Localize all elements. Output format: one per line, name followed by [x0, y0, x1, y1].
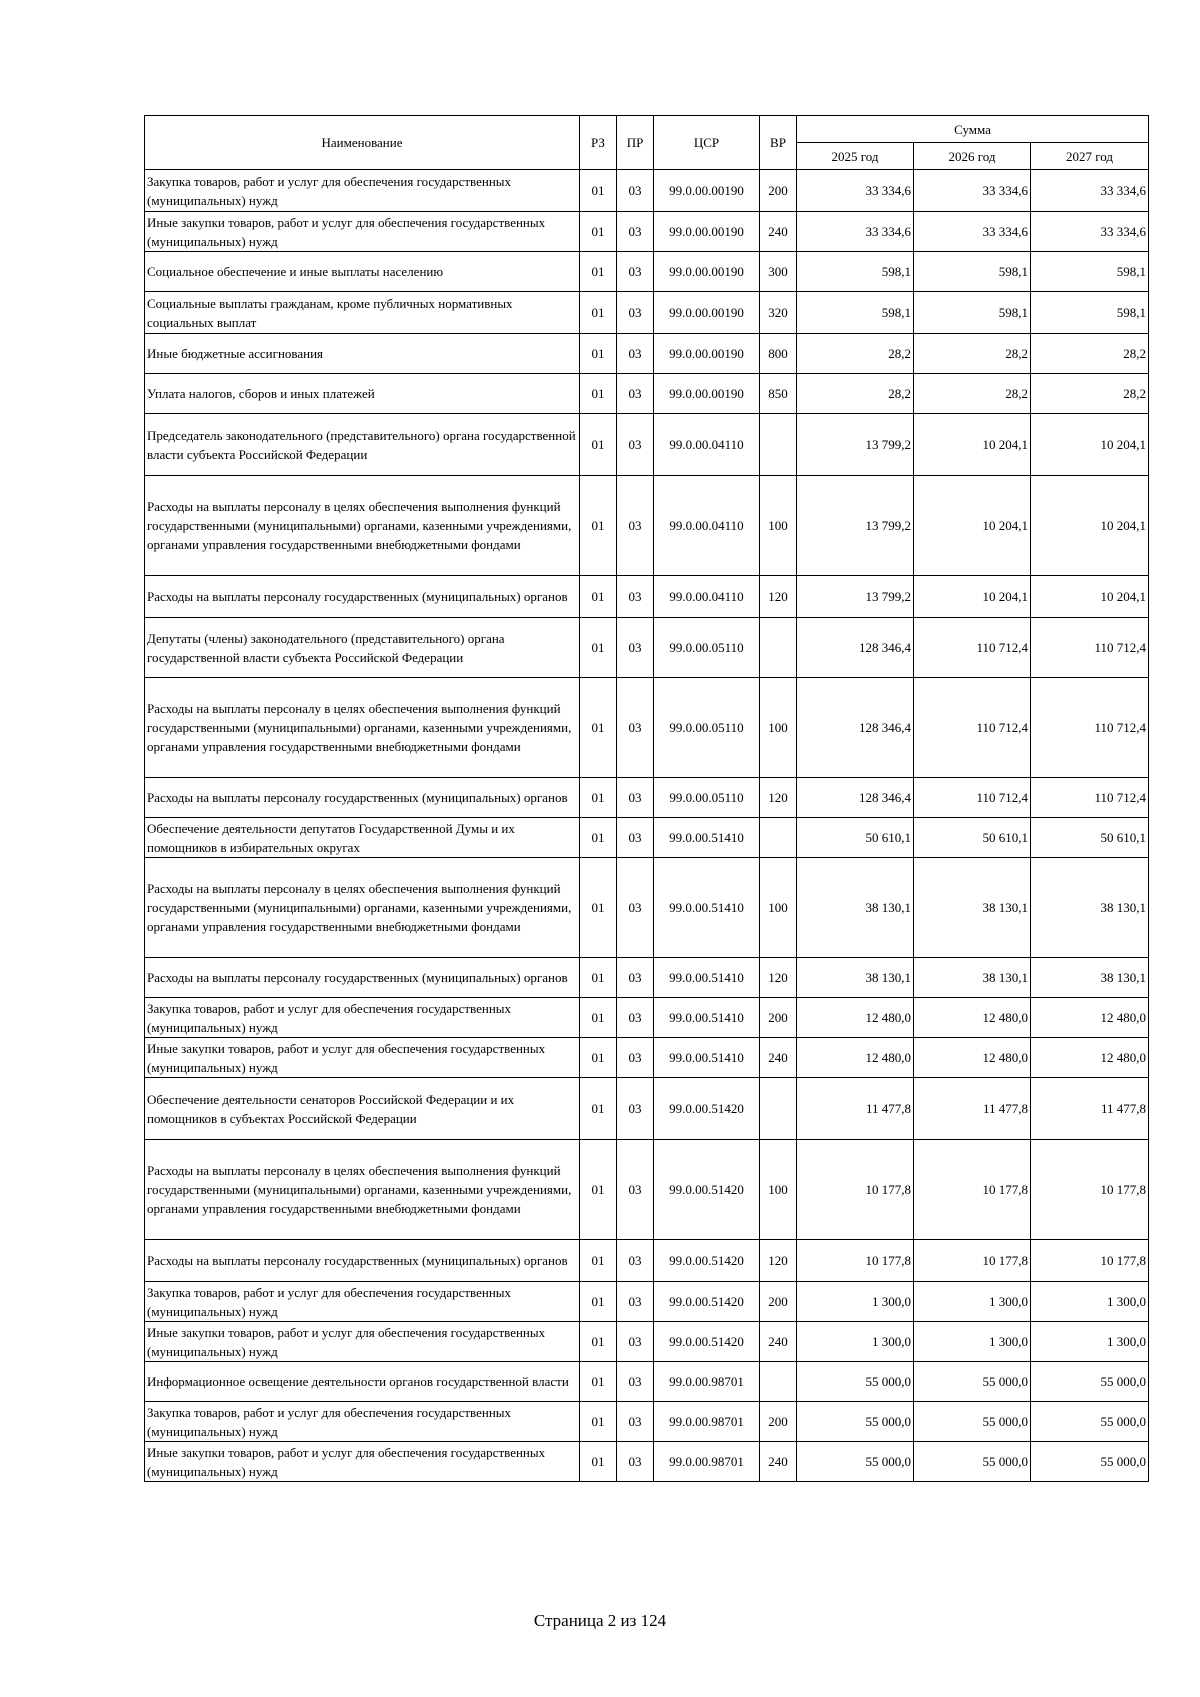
- cell-pr: 03: [617, 212, 654, 252]
- cell-sum-2027: 1 300,0: [1031, 1322, 1149, 1362]
- cell-csr: 99.0.00.51420: [654, 1240, 760, 1282]
- cell-sum-2025: 13 799,2: [797, 414, 914, 476]
- cell-vr: 100: [760, 1140, 797, 1240]
- cell-pr: 03: [617, 1362, 654, 1402]
- table-row: [145, 818, 1149, 858]
- cell-pr: 03: [617, 778, 654, 818]
- cell-sum-2027: 55 000,0: [1031, 1362, 1149, 1402]
- cell-sum-2027: 110 712,4: [1031, 778, 1149, 818]
- cell-sum-2026: 11 477,8: [914, 1078, 1031, 1140]
- cell-rz: 01: [580, 1038, 617, 1078]
- cell-name: Закупка товаров, работ и услуг для обеспечения государственных (муниципальных) нужд: [145, 998, 580, 1038]
- cell-name: Обеспечение деятельности сенаторов Российской Федерации и их помощников в субъектах Российской Федерации: [145, 1078, 580, 1140]
- cell-vr: 800: [760, 334, 797, 374]
- cell-vr: 240: [760, 1442, 797, 1482]
- cell-name: Расходы на выплаты персоналу государственных (муниципальных) органов: [145, 1240, 580, 1282]
- cell-sum-2027: 28,2: [1031, 374, 1149, 414]
- cell-rz: 01: [580, 1322, 617, 1362]
- table-row: [145, 476, 1149, 576]
- table-row: [145, 1322, 1149, 1362]
- cell-sum-2026: 110 712,4: [914, 618, 1031, 678]
- cell-sum-2026: 10 177,8: [914, 1140, 1031, 1240]
- cell-sum-2027: 50 610,1: [1031, 818, 1149, 858]
- cell-csr: 99.0.00.51420: [654, 1140, 760, 1240]
- cell-vr: [760, 414, 797, 476]
- cell-sum-2026: 12 480,0: [914, 998, 1031, 1038]
- cell-vr: 240: [760, 212, 797, 252]
- cell-sum-2026: 10 177,8: [914, 1240, 1031, 1282]
- cell-pr: 03: [617, 476, 654, 576]
- cell-sum-2027: 38 130,1: [1031, 958, 1149, 998]
- table-row: [145, 1240, 1149, 1282]
- cell-sum-2026: 110 712,4: [914, 778, 1031, 818]
- cell-rz: 01: [580, 252, 617, 292]
- cell-sum-2026: 10 204,1: [914, 576, 1031, 618]
- cell-csr: 99.0.00.51420: [654, 1282, 760, 1322]
- cell-sum-2027: 38 130,1: [1031, 858, 1149, 958]
- table-row: [145, 858, 1149, 958]
- table-row: [145, 212, 1149, 252]
- cell-rz: 01: [580, 374, 617, 414]
- cell-rz: 01: [580, 678, 617, 778]
- cell-csr: 99.0.00.98701: [654, 1402, 760, 1442]
- cell-vr: 200: [760, 170, 797, 212]
- cell-pr: 03: [617, 1038, 654, 1078]
- cell-sum-2025: 128 346,4: [797, 678, 914, 778]
- cell-sum-2025: 598,1: [797, 252, 914, 292]
- cell-sum-2025: 13 799,2: [797, 476, 914, 576]
- cell-csr: 99.0.00.98701: [654, 1442, 760, 1482]
- cell-vr: 120: [760, 1240, 797, 1282]
- cell-csr: 99.0.00.00190: [654, 212, 760, 252]
- cell-sum-2027: 28,2: [1031, 334, 1149, 374]
- cell-sum-2025: 38 130,1: [797, 958, 914, 998]
- cell-sum-2025: 55 000,0: [797, 1402, 914, 1442]
- table-row: [145, 778, 1149, 818]
- table-row: [145, 998, 1149, 1038]
- cell-vr: [760, 818, 797, 858]
- table-body: [145, 170, 1149, 1482]
- cell-sum-2025: 33 334,6: [797, 212, 914, 252]
- table-row: [145, 1078, 1149, 1140]
- cell-sum-2027: 11 477,8: [1031, 1078, 1149, 1140]
- cell-vr: 100: [760, 858, 797, 958]
- cell-name: Закупка товаров, работ и услуг для обеспечения государственных (муниципальных) нужд: [145, 1282, 580, 1322]
- cell-pr: 03: [617, 252, 654, 292]
- cell-pr: 03: [617, 1140, 654, 1240]
- cell-vr: 100: [760, 678, 797, 778]
- cell-vr: 850: [760, 374, 797, 414]
- cell-sum-2025: 28,2: [797, 374, 914, 414]
- cell-sum-2025: 28,2: [797, 334, 914, 374]
- cell-sum-2025: 10 177,8: [797, 1140, 914, 1240]
- cell-pr: 03: [617, 1322, 654, 1362]
- cell-csr: 99.0.00.51410: [654, 998, 760, 1038]
- table-row: [145, 334, 1149, 374]
- cell-csr: 99.0.00.51410: [654, 1038, 760, 1078]
- cell-sum-2025: 1 300,0: [797, 1282, 914, 1322]
- cell-pr: 03: [617, 414, 654, 476]
- cell-sum-2027: 12 480,0: [1031, 1038, 1149, 1078]
- cell-rz: 01: [580, 576, 617, 618]
- cell-pr: 03: [617, 334, 654, 374]
- table-row: [145, 576, 1149, 618]
- cell-vr: 300: [760, 252, 797, 292]
- cell-csr: 99.0.00.00190: [654, 170, 760, 212]
- cell-sum-2026: 28,2: [914, 374, 1031, 414]
- cell-sum-2025: 13 799,2: [797, 576, 914, 618]
- cell-rz: 01: [580, 1442, 617, 1482]
- cell-sum-2026: 55 000,0: [914, 1362, 1031, 1402]
- cell-rz: 01: [580, 476, 617, 576]
- cell-pr: 03: [617, 818, 654, 858]
- cell-rz: 01: [580, 292, 617, 334]
- cell-sum-2027: 10 177,8: [1031, 1140, 1149, 1240]
- cell-rz: 01: [580, 212, 617, 252]
- table-row: [145, 414, 1149, 476]
- header-vr: ВР: [760, 116, 797, 170]
- cell-name: Расходы на выплаты персоналу в целях обеспечения выполнения функций государственными (муниципальными) органами, казенными учреждениями, органами управления государственными внебюджетными фондами: [145, 1140, 580, 1240]
- cell-vr: 120: [760, 778, 797, 818]
- cell-pr: 03: [617, 1402, 654, 1442]
- cell-pr: 03: [617, 576, 654, 618]
- cell-name: Информационное освещение деятельности органов государственной власти: [145, 1362, 580, 1402]
- header-csr: ЦСР: [654, 116, 760, 170]
- cell-rz: 01: [580, 998, 617, 1038]
- cell-sum-2026: 12 480,0: [914, 1038, 1031, 1078]
- cell-csr: 99.0.00.04110: [654, 476, 760, 576]
- cell-name: Расходы на выплаты персоналу в целях обеспечения выполнения функций государственными (муниципальными) органами, казенными учреждениями, органами управления государственными внебюджетными фондами: [145, 858, 580, 958]
- cell-csr: 99.0.00.04110: [654, 576, 760, 618]
- cell-csr: 99.0.00.51410: [654, 818, 760, 858]
- cell-rz: 01: [580, 170, 617, 212]
- cell-name: Иные бюджетные ассигнования: [145, 334, 580, 374]
- page-number: Страница 2 из 124: [533, 1611, 667, 1630]
- cell-sum-2026: 1 300,0: [914, 1282, 1031, 1322]
- cell-csr: 99.0.00.05110: [654, 618, 760, 678]
- cell-rz: 01: [580, 1240, 617, 1282]
- cell-pr: 03: [617, 998, 654, 1038]
- cell-vr: 200: [760, 1402, 797, 1442]
- cell-vr: 120: [760, 576, 797, 618]
- cell-rz: 01: [580, 858, 617, 958]
- cell-sum-2025: 38 130,1: [797, 858, 914, 958]
- cell-name: Расходы на выплаты персоналу в целях обеспечения выполнения функций государственными (муниципальными) органами, казенными учреждениями, органами управления государственными внебюджетными фондами: [145, 476, 580, 576]
- cell-name: Расходы на выплаты персоналу государственных (муниципальных) органов: [145, 576, 580, 618]
- cell-csr: 99.0.00.00190: [654, 292, 760, 334]
- table-row: [145, 958, 1149, 998]
- cell-name: Социальные выплаты гражданам, кроме публичных нормативных социальных выплат: [145, 292, 580, 334]
- cell-name: Расходы на выплаты персоналу государственных (муниципальных) органов: [145, 778, 580, 818]
- header-name: Наименование: [145, 116, 580, 170]
- cell-name: Расходы на выплаты персоналу в целях обеспечения выполнения функций государственными (муниципальными) органами, казенными учреждениями, органами управления государственными внебюджетными фондами: [145, 678, 580, 778]
- table-row: [145, 374, 1149, 414]
- cell-sum-2026: 33 334,6: [914, 212, 1031, 252]
- cell-sum-2026: 55 000,0: [914, 1402, 1031, 1442]
- cell-sum-2027: 55 000,0: [1031, 1442, 1149, 1482]
- cell-sum-2026: 598,1: [914, 292, 1031, 334]
- cell-rz: 01: [580, 1078, 617, 1140]
- cell-vr: [760, 1362, 797, 1402]
- cell-pr: 03: [617, 170, 654, 212]
- cell-pr: 03: [617, 374, 654, 414]
- cell-csr: 99.0.00.00190: [654, 252, 760, 292]
- cell-pr: 03: [617, 858, 654, 958]
- cell-csr: 99.0.00.51420: [654, 1322, 760, 1362]
- cell-sum-2026: 50 610,1: [914, 818, 1031, 858]
- cell-sum-2027: 110 712,4: [1031, 618, 1149, 678]
- cell-csr: 99.0.00.04110: [654, 414, 760, 476]
- header-pr: ПР: [617, 116, 654, 170]
- cell-rz: 01: [580, 958, 617, 998]
- cell-name: Расходы на выплаты персоналу государственных (муниципальных) органов: [145, 958, 580, 998]
- cell-rz: 01: [580, 1362, 617, 1402]
- table-header: [145, 116, 1149, 170]
- cell-csr: 99.0.00.51410: [654, 858, 760, 958]
- cell-pr: 03: [617, 292, 654, 334]
- cell-sum-2026: 110 712,4: [914, 678, 1031, 778]
- cell-csr: 99.0.00.05110: [654, 778, 760, 818]
- cell-sum-2027: 598,1: [1031, 252, 1149, 292]
- cell-sum-2026: 38 130,1: [914, 858, 1031, 958]
- cell-sum-2027: 10 204,1: [1031, 476, 1149, 576]
- table-row: [145, 1038, 1149, 1078]
- cell-sum-2027: 110 712,4: [1031, 678, 1149, 778]
- table-row: [145, 1282, 1149, 1322]
- table-row: [145, 1442, 1149, 1482]
- cell-vr: [760, 1078, 797, 1140]
- cell-sum-2026: 1 300,0: [914, 1322, 1031, 1362]
- cell-name: Иные закупки товаров, работ и услуг для обеспечения государственных (муниципальных) нужд: [145, 212, 580, 252]
- header-year-2025: 2025 год: [797, 143, 914, 170]
- budget-table: [144, 115, 1149, 1482]
- cell-csr: 99.0.00.00190: [654, 334, 760, 374]
- cell-sum-2027: 1 300,0: [1031, 1282, 1149, 1322]
- cell-rz: 01: [580, 1402, 617, 1442]
- table-row: [145, 1402, 1149, 1442]
- cell-sum-2026: 10 204,1: [914, 476, 1031, 576]
- cell-vr: 120: [760, 958, 797, 998]
- cell-sum-2025: 11 477,8: [797, 1078, 914, 1140]
- cell-pr: 03: [617, 958, 654, 998]
- cell-rz: 01: [580, 414, 617, 476]
- cell-name: Обеспечение деятельности депутатов Государственной Думы и их помощников в избирательных округах: [145, 818, 580, 858]
- cell-sum-2025: 1 300,0: [797, 1322, 914, 1362]
- cell-csr: 99.0.00.05110: [654, 678, 760, 778]
- cell-sum-2027: 10 177,8: [1031, 1240, 1149, 1282]
- cell-vr: 200: [760, 998, 797, 1038]
- table-row: [145, 1362, 1149, 1402]
- cell-pr: 03: [617, 1442, 654, 1482]
- cell-sum-2025: 10 177,8: [797, 1240, 914, 1282]
- cell-pr: 03: [617, 1240, 654, 1282]
- cell-sum-2027: 10 204,1: [1031, 414, 1149, 476]
- cell-csr: 99.0.00.51420: [654, 1078, 760, 1140]
- cell-sum-2025: 12 480,0: [797, 1038, 914, 1078]
- cell-sum-2025: 50 610,1: [797, 818, 914, 858]
- cell-rz: 01: [580, 334, 617, 374]
- cell-rz: 01: [580, 618, 617, 678]
- cell-name: Социальное обеспечение и иные выплаты населению: [145, 252, 580, 292]
- cell-sum-2025: 128 346,4: [797, 618, 914, 678]
- cell-name: Депутаты (члены) законодательного (представительного) органа государственной власти субъекта Российской Федерации: [145, 618, 580, 678]
- table-row: [145, 1140, 1149, 1240]
- table-row: [145, 170, 1149, 212]
- cell-rz: 01: [580, 1140, 617, 1240]
- cell-csr: 99.0.00.00190: [654, 374, 760, 414]
- cell-name: Уплата налогов, сборов и иных платежей: [145, 374, 580, 414]
- cell-csr: 99.0.00.51410: [654, 958, 760, 998]
- cell-sum-2025: 12 480,0: [797, 998, 914, 1038]
- header-year-2026: 2026 год: [914, 143, 1031, 170]
- cell-sum-2026: 10 204,1: [914, 414, 1031, 476]
- cell-pr: 03: [617, 1078, 654, 1140]
- cell-pr: 03: [617, 618, 654, 678]
- cell-name: Закупка товаров, работ и услуг для обеспечения государственных (муниципальных) нужд: [145, 170, 580, 212]
- cell-sum-2026: 598,1: [914, 252, 1031, 292]
- cell-name: Иные закупки товаров, работ и услуг для обеспечения государственных (муниципальных) нужд: [145, 1038, 580, 1078]
- cell-vr: 240: [760, 1322, 797, 1362]
- table-row: [145, 618, 1149, 678]
- cell-sum-2027: 10 204,1: [1031, 576, 1149, 618]
- cell-name: Председатель законодательного (представительного) органа государственной власти субъекта Российской Федерации: [145, 414, 580, 476]
- cell-sum-2026: 55 000,0: [914, 1442, 1031, 1482]
- cell-rz: 01: [580, 818, 617, 858]
- cell-sum-2025: 33 334,6: [797, 170, 914, 212]
- cell-sum-2027: 33 334,6: [1031, 212, 1149, 252]
- cell-csr: 99.0.00.98701: [654, 1362, 760, 1402]
- header-year-2027: 2027 год: [1031, 143, 1149, 170]
- table-row: [145, 292, 1149, 334]
- cell-sum-2027: 12 480,0: [1031, 998, 1149, 1038]
- header-sum: Сумма: [797, 116, 1149, 143]
- cell-name: Закупка товаров, работ и услуг для обеспечения государственных (муниципальных) нужд: [145, 1402, 580, 1442]
- cell-rz: 01: [580, 1282, 617, 1322]
- header-rz: РЗ: [580, 116, 617, 170]
- table-row: [145, 252, 1149, 292]
- cell-sum-2025: 128 346,4: [797, 778, 914, 818]
- cell-sum-2027: 598,1: [1031, 292, 1149, 334]
- cell-sum-2026: 28,2: [914, 334, 1031, 374]
- cell-pr: 03: [617, 1282, 654, 1322]
- cell-vr: [760, 618, 797, 678]
- cell-vr: 320: [760, 292, 797, 334]
- table-row: [145, 678, 1149, 778]
- cell-name: Иные закупки товаров, работ и услуг для обеспечения государственных (муниципальных) нужд: [145, 1322, 580, 1362]
- cell-rz: 01: [580, 778, 617, 818]
- cell-sum-2027: 33 334,6: [1031, 170, 1149, 212]
- cell-pr: 03: [617, 678, 654, 778]
- cell-name: Иные закупки товаров, работ и услуг для обеспечения государственных (муниципальных) нужд: [145, 1442, 580, 1482]
- cell-vr: 240: [760, 1038, 797, 1078]
- cell-sum-2026: 33 334,6: [914, 170, 1031, 212]
- cell-vr: 100: [760, 476, 797, 576]
- cell-sum-2025: 598,1: [797, 292, 914, 334]
- cell-vr: 200: [760, 1282, 797, 1322]
- cell-sum-2027: 55 000,0: [1031, 1402, 1149, 1442]
- cell-sum-2025: 55 000,0: [797, 1362, 914, 1402]
- cell-sum-2025: 55 000,0: [797, 1442, 914, 1482]
- cell-sum-2026: 38 130,1: [914, 958, 1031, 998]
